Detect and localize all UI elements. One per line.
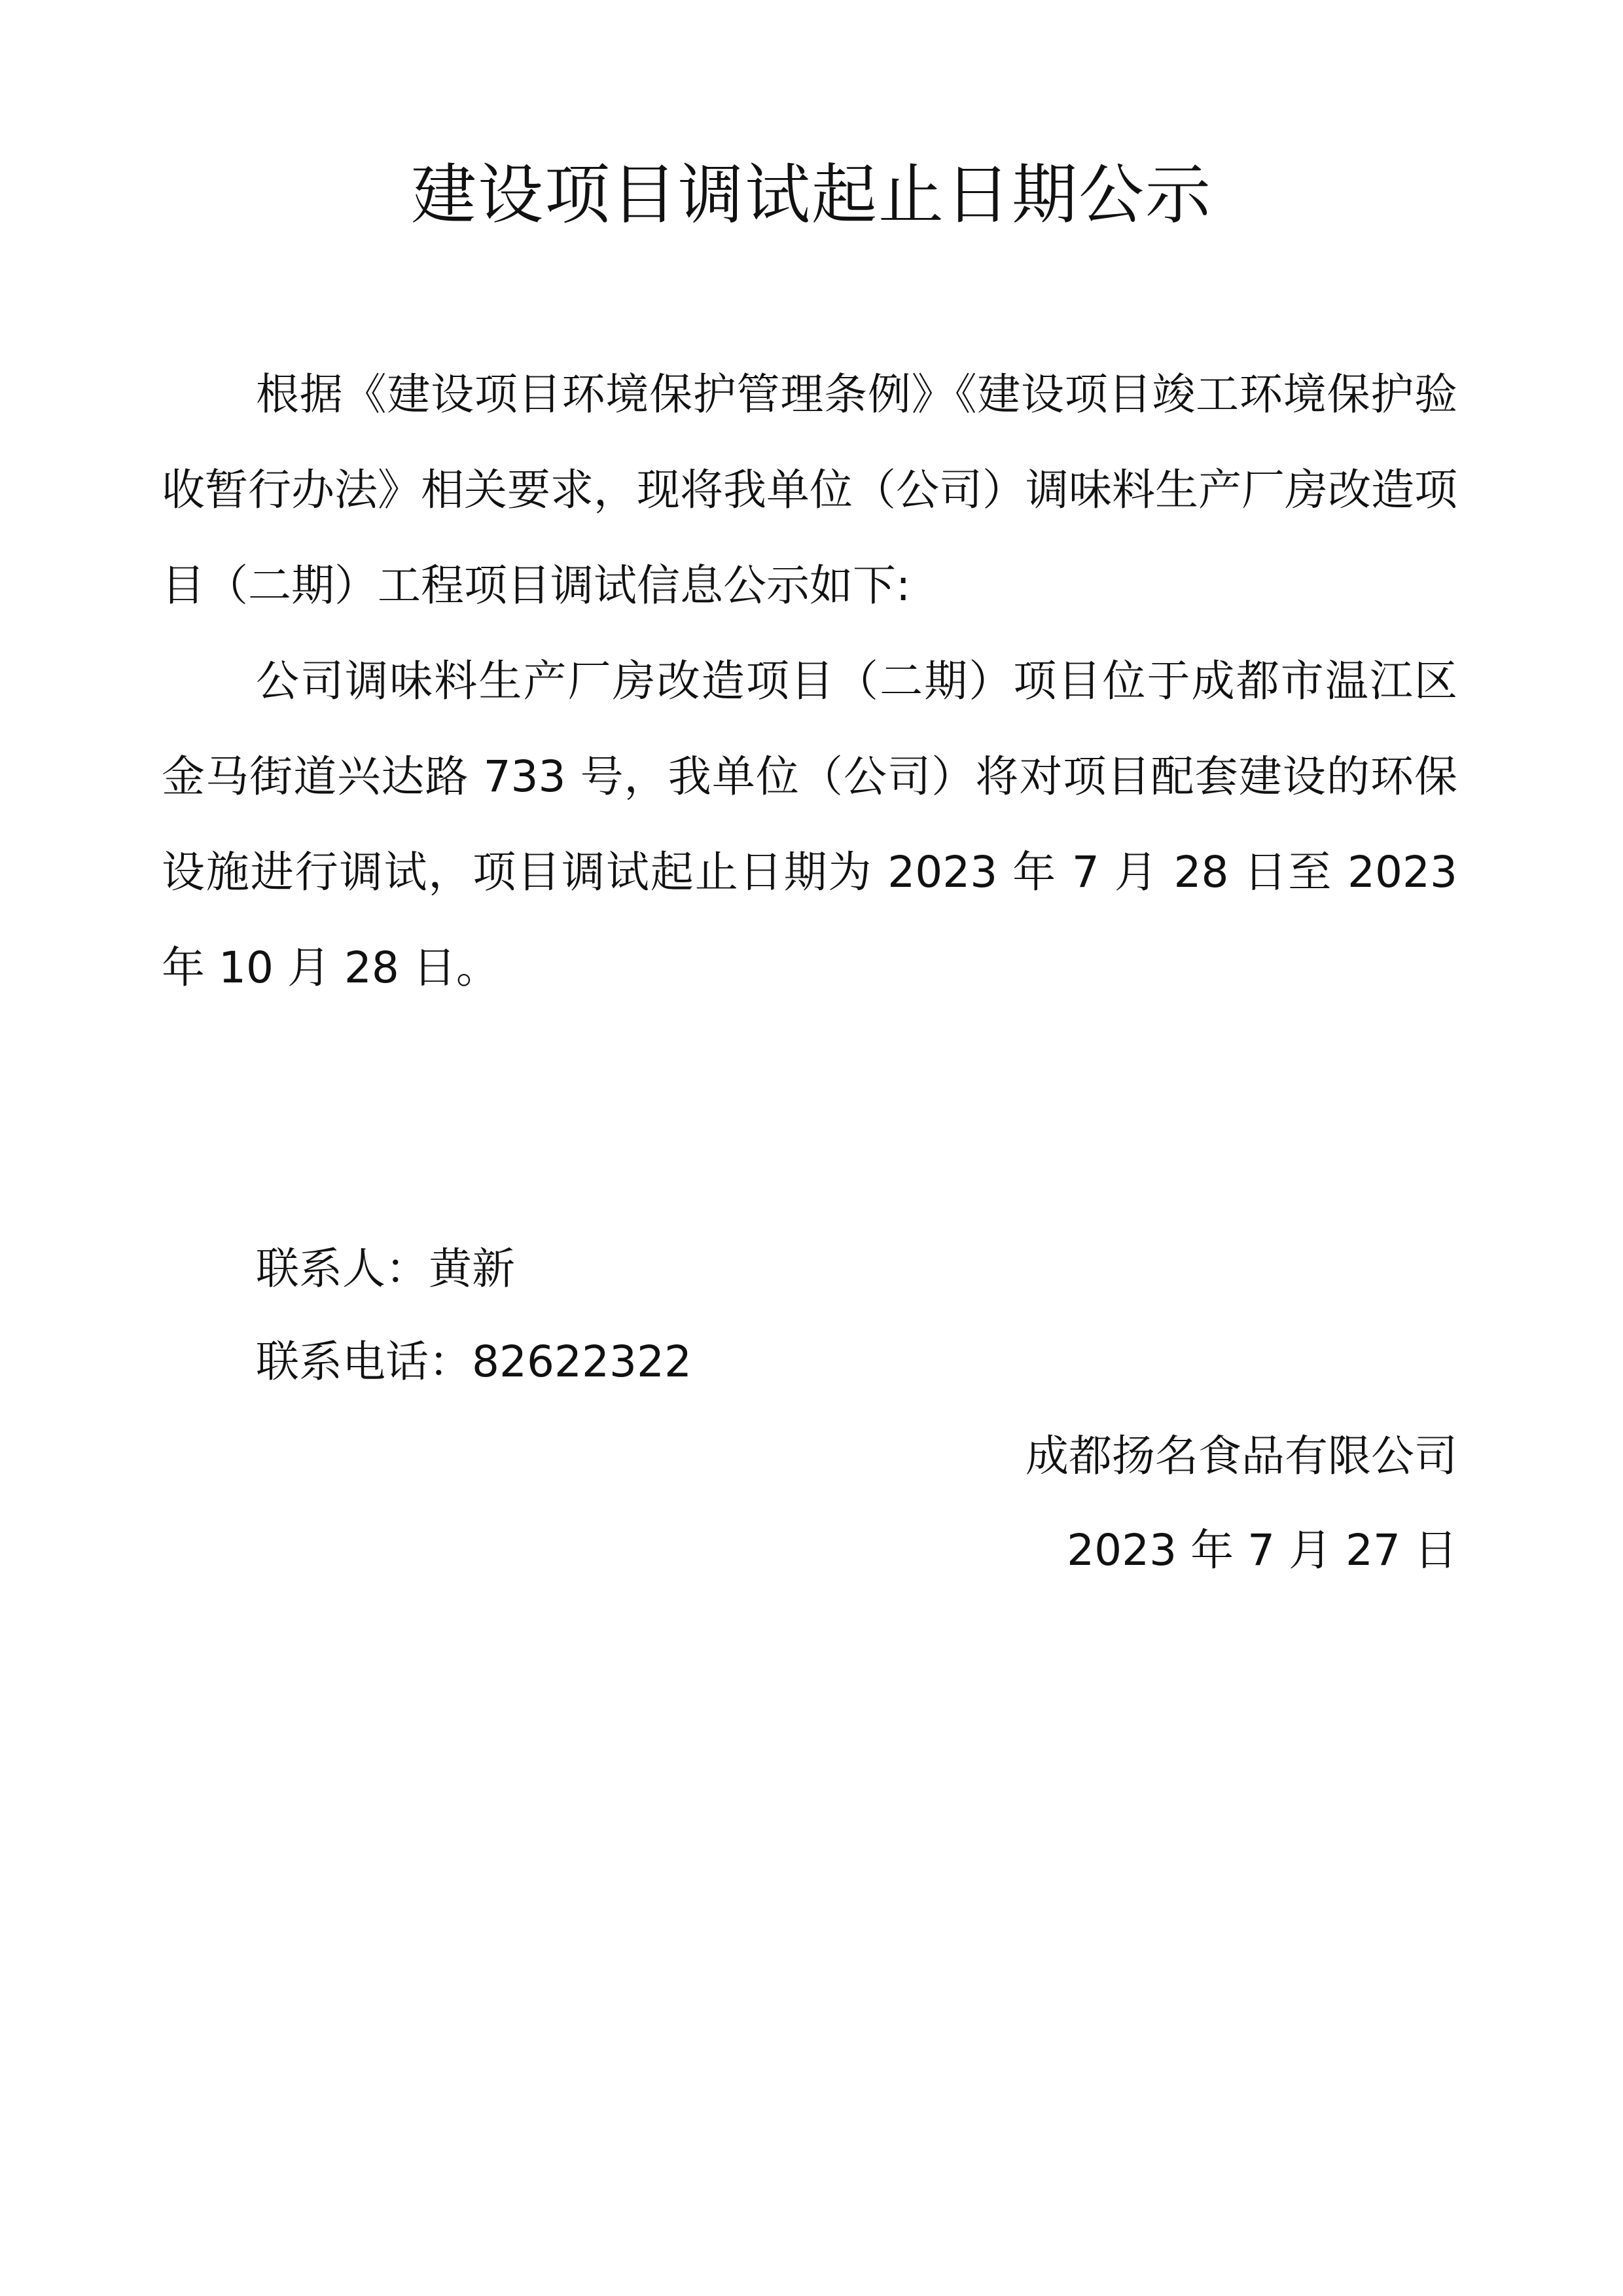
contact-phone: 联系电话：82622322 <box>256 1336 692 1387</box>
document-title: 建设项目调试起止日期公示 <box>411 156 1212 233</box>
signature-date: 2023 年 7 月 27 日 <box>1067 1525 1457 1575</box>
paragraph-details: 公司调味料生产厂房改造项目（二期）项目位于成都市温江区金马街道兴达路 733 号，我单位（公司）将对项目配套建设的环保设施进行调试，项目调试起止日期为 2023 年 7 月 28 日至 2023 年 10 月 28 日。 <box>162 656 1457 993</box>
paragraph-intro: 根据《建设项目环境保护管理条例》《建设项目竣工环境保护验收暂行办法》相关要求，现将我单位（公司）调味料生产厂房改造项目（二期）工程项目调试信息公示如下: <box>162 369 1457 611</box>
contact-person: 联系人：黄新 <box>256 1244 515 1294</box>
signature-company: 成都扬名食品有限公司 <box>1026 1431 1457 1481</box>
